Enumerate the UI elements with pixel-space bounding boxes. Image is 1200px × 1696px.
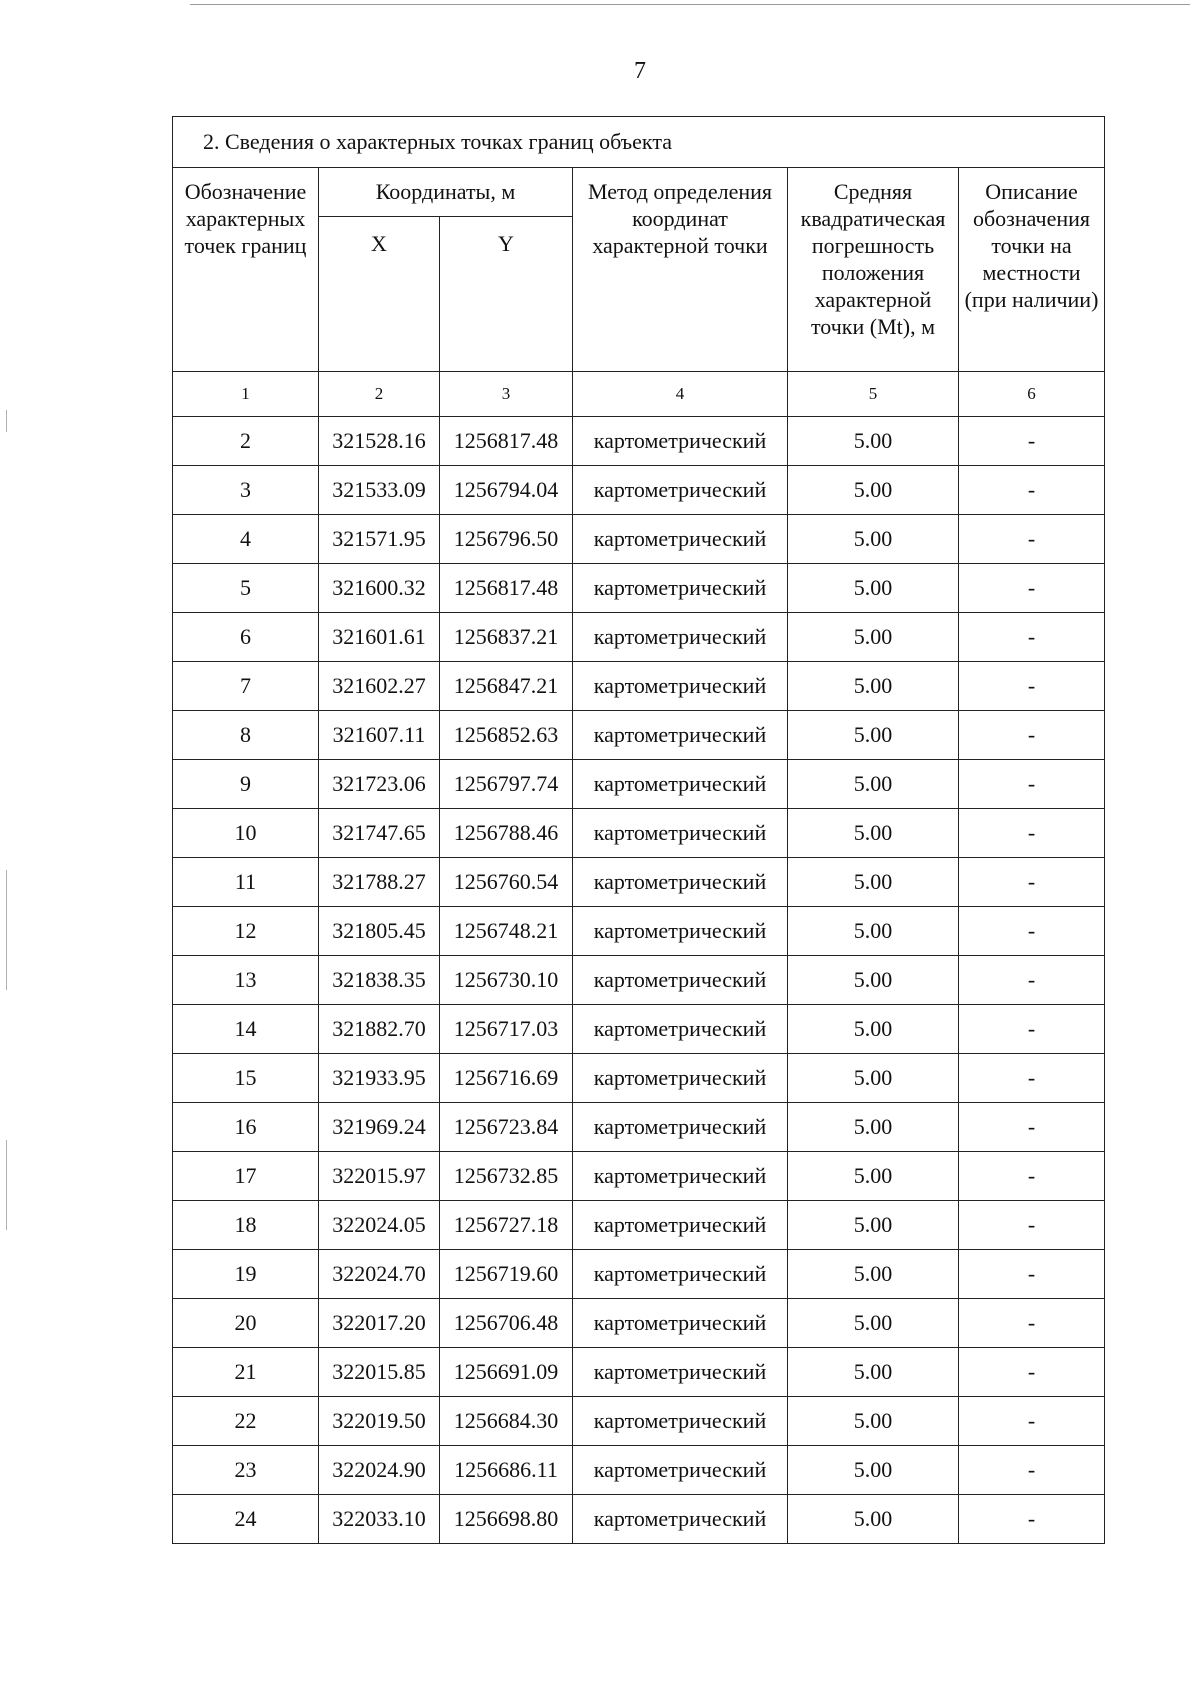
y-coordinate-cell: 1256847.21 bbox=[440, 662, 573, 711]
method-cell: картометрический bbox=[573, 613, 788, 662]
y-coordinate-cell: 1256797.74 bbox=[440, 760, 573, 809]
x-coordinate-cell: 322024.70 bbox=[319, 1250, 440, 1299]
y-coordinate-cell: 1256788.46 bbox=[440, 809, 573, 858]
table-row bbox=[173, 1397, 1105, 1446]
error-cell: 5.00 bbox=[788, 1397, 959, 1446]
y-coordinate-cell: 1256760.54 bbox=[440, 858, 573, 907]
description-cell: - bbox=[959, 417, 1105, 466]
method-cell: картометрический bbox=[573, 515, 788, 564]
error-cell: 5.00 bbox=[788, 1103, 959, 1152]
boundary-points-table bbox=[172, 116, 1105, 1544]
table-row bbox=[173, 1495, 1105, 1544]
table-header-row bbox=[173, 168, 1105, 217]
point-number-cell: 7 bbox=[173, 662, 319, 711]
x-coordinate-cell: 321805.45 bbox=[319, 907, 440, 956]
description-cell: - bbox=[959, 1250, 1105, 1299]
error-cell: 5.00 bbox=[788, 1446, 959, 1495]
x-coordinate-cell: 322033.10 bbox=[319, 1495, 440, 1544]
description-cell: - bbox=[959, 1201, 1105, 1250]
table-row bbox=[173, 1250, 1105, 1299]
error-cell: 5.00 bbox=[788, 1348, 959, 1397]
table-row bbox=[173, 1446, 1105, 1495]
y-coordinate-cell: 1256727.18 bbox=[440, 1201, 573, 1250]
table-row bbox=[173, 613, 1105, 662]
description-cell: - bbox=[959, 1005, 1105, 1054]
description-cell: - bbox=[959, 711, 1105, 760]
y-coordinate-cell: 1256794.04 bbox=[440, 466, 573, 515]
y-coordinate-cell: 1256717.03 bbox=[440, 1005, 573, 1054]
x-coordinate-cell: 322015.97 bbox=[319, 1152, 440, 1201]
error-cell: 5.00 bbox=[788, 858, 959, 907]
column-number: 2 bbox=[319, 372, 440, 417]
description-cell: - bbox=[959, 1054, 1105, 1103]
point-number-cell: 20 bbox=[173, 1299, 319, 1348]
page-number: 7 bbox=[634, 58, 646, 84]
table-row bbox=[173, 1103, 1105, 1152]
description-cell: - bbox=[959, 1103, 1105, 1152]
description-cell: - bbox=[959, 1299, 1105, 1348]
scan-edge-mark bbox=[6, 870, 7, 990]
table-row bbox=[173, 1054, 1105, 1103]
y-coordinate-cell: 1256691.09 bbox=[440, 1348, 573, 1397]
point-number-cell: 23 bbox=[173, 1446, 319, 1495]
error-cell: 5.00 bbox=[788, 466, 959, 515]
description-cell: - bbox=[959, 564, 1105, 613]
point-number-cell: 2 bbox=[173, 417, 319, 466]
point-number-cell: 8 bbox=[173, 711, 319, 760]
method-cell: картометрический bbox=[573, 1495, 788, 1544]
method-cell: картометрический bbox=[573, 1152, 788, 1201]
description-cell: - bbox=[959, 858, 1105, 907]
table-row bbox=[173, 564, 1105, 613]
table-caption-row bbox=[173, 117, 1105, 168]
table-row bbox=[173, 662, 1105, 711]
section-title: 2. Сведения о характерных точках границ объекта bbox=[173, 117, 1105, 168]
x-coordinate-cell: 321838.35 bbox=[319, 956, 440, 1005]
method-cell: картометрический bbox=[573, 1348, 788, 1397]
table-row bbox=[173, 711, 1105, 760]
table-row bbox=[173, 1299, 1105, 1348]
table-row bbox=[173, 466, 1105, 515]
method-cell: картометрический bbox=[573, 662, 788, 711]
point-number-cell: 18 bbox=[173, 1201, 319, 1250]
error-cell: 5.00 bbox=[788, 1250, 959, 1299]
x-coordinate-cell: 322024.90 bbox=[319, 1446, 440, 1495]
x-coordinate-cell: 321528.16 bbox=[319, 417, 440, 466]
method-cell: картометрический bbox=[573, 1446, 788, 1495]
method-cell: картометрический bbox=[573, 1103, 788, 1152]
description-cell: - bbox=[959, 956, 1105, 1005]
header-description: Описание обозначения точки на местности (при наличии) bbox=[959, 168, 1105, 372]
y-coordinate-cell: 1256706.48 bbox=[440, 1299, 573, 1348]
table-row bbox=[173, 417, 1105, 466]
table-row bbox=[173, 1005, 1105, 1054]
table-row bbox=[173, 907, 1105, 956]
table-row bbox=[173, 809, 1105, 858]
description-cell: - bbox=[959, 662, 1105, 711]
description-cell: - bbox=[959, 1495, 1105, 1544]
x-coordinate-cell: 321788.27 bbox=[319, 858, 440, 907]
header-y: Y bbox=[440, 217, 573, 372]
point-number-cell: 16 bbox=[173, 1103, 319, 1152]
description-cell: - bbox=[959, 515, 1105, 564]
error-cell: 5.00 bbox=[788, 1005, 959, 1054]
header-designation: Обозначение характерных точек границ bbox=[173, 168, 319, 372]
scan-edge-mark bbox=[6, 410, 7, 432]
y-coordinate-cell: 1256684.30 bbox=[440, 1397, 573, 1446]
error-cell: 5.00 bbox=[788, 1299, 959, 1348]
method-cell: картометрический bbox=[573, 1005, 788, 1054]
x-coordinate-cell: 321747.65 bbox=[319, 809, 440, 858]
point-number-cell: 5 bbox=[173, 564, 319, 613]
description-cell: - bbox=[959, 760, 1105, 809]
point-number-cell: 24 bbox=[173, 1495, 319, 1544]
column-number: 5 bbox=[788, 372, 959, 417]
point-number-cell: 4 bbox=[173, 515, 319, 564]
column-number: 3 bbox=[440, 372, 573, 417]
method-cell: картометрический bbox=[573, 1250, 788, 1299]
header-error: Средняя квадратическая погрешность положения характерной точки (Mt), м bbox=[788, 168, 959, 372]
error-cell: 5.00 bbox=[788, 662, 959, 711]
description-cell: - bbox=[959, 809, 1105, 858]
y-coordinate-cell: 1256716.69 bbox=[440, 1054, 573, 1103]
column-number: 4 bbox=[573, 372, 788, 417]
column-number-row bbox=[173, 372, 1105, 417]
table-row bbox=[173, 1152, 1105, 1201]
y-coordinate-cell: 1256732.85 bbox=[440, 1152, 573, 1201]
y-coordinate-cell: 1256698.80 bbox=[440, 1495, 573, 1544]
x-coordinate-cell: 321533.09 bbox=[319, 466, 440, 515]
table-row bbox=[173, 1348, 1105, 1397]
method-cell: картометрический bbox=[573, 956, 788, 1005]
method-cell: картометрический bbox=[573, 1054, 788, 1103]
point-number-cell: 14 bbox=[173, 1005, 319, 1054]
y-coordinate-cell: 1256719.60 bbox=[440, 1250, 573, 1299]
header-method: Метод определения координат характерной точки bbox=[573, 168, 788, 372]
error-cell: 5.00 bbox=[788, 1054, 959, 1103]
error-cell: 5.00 bbox=[788, 907, 959, 956]
point-number-cell: 15 bbox=[173, 1054, 319, 1103]
error-cell: 5.00 bbox=[788, 417, 959, 466]
method-cell: картометрический bbox=[573, 466, 788, 515]
table-row bbox=[173, 956, 1105, 1005]
x-coordinate-cell: 321882.70 bbox=[319, 1005, 440, 1054]
point-number-cell: 11 bbox=[173, 858, 319, 907]
point-number-cell: 12 bbox=[173, 907, 319, 956]
header-coordinates: Координаты, м bbox=[319, 168, 573, 217]
y-coordinate-cell: 1256852.63 bbox=[440, 711, 573, 760]
description-cell: - bbox=[959, 1348, 1105, 1397]
table-row bbox=[173, 1201, 1105, 1250]
error-cell: 5.00 bbox=[788, 613, 959, 662]
method-cell: картометрический bbox=[573, 858, 788, 907]
method-cell: картометрический bbox=[573, 1201, 788, 1250]
x-coordinate-cell: 321601.61 bbox=[319, 613, 440, 662]
column-number: 1 bbox=[173, 372, 319, 417]
error-cell: 5.00 bbox=[788, 809, 959, 858]
point-number-cell: 19 bbox=[173, 1250, 319, 1299]
x-coordinate-cell: 321600.32 bbox=[319, 564, 440, 613]
description-cell: - bbox=[959, 1397, 1105, 1446]
error-cell: 5.00 bbox=[788, 1495, 959, 1544]
x-coordinate-cell: 321933.95 bbox=[319, 1054, 440, 1103]
x-coordinate-cell: 322024.05 bbox=[319, 1201, 440, 1250]
y-coordinate-cell: 1256748.21 bbox=[440, 907, 573, 956]
point-number-cell: 3 bbox=[173, 466, 319, 515]
method-cell: картометрический bbox=[573, 760, 788, 809]
y-coordinate-cell: 1256686.11 bbox=[440, 1446, 573, 1495]
method-cell: картометрический bbox=[573, 907, 788, 956]
scan-edge-mark bbox=[6, 1140, 7, 1230]
table-body bbox=[173, 417, 1105, 1544]
y-coordinate-cell: 1256817.48 bbox=[440, 417, 573, 466]
y-coordinate-cell: 1256796.50 bbox=[440, 515, 573, 564]
method-cell: картометрический bbox=[573, 1397, 788, 1446]
x-coordinate-cell: 321607.11 bbox=[319, 711, 440, 760]
x-coordinate-cell: 321969.24 bbox=[319, 1103, 440, 1152]
x-coordinate-cell: 321571.95 bbox=[319, 515, 440, 564]
error-cell: 5.00 bbox=[788, 515, 959, 564]
method-cell: картометрический bbox=[573, 417, 788, 466]
y-coordinate-cell: 1256723.84 bbox=[440, 1103, 573, 1152]
method-cell: картометрический bbox=[573, 711, 788, 760]
error-cell: 5.00 bbox=[788, 956, 959, 1005]
point-number-cell: 13 bbox=[173, 956, 319, 1005]
error-cell: 5.00 bbox=[788, 1152, 959, 1201]
scan-edge-line bbox=[190, 4, 1190, 5]
x-coordinate-cell: 321723.06 bbox=[319, 760, 440, 809]
point-number-cell: 10 bbox=[173, 809, 319, 858]
error-cell: 5.00 bbox=[788, 1201, 959, 1250]
description-cell: - bbox=[959, 907, 1105, 956]
error-cell: 5.00 bbox=[788, 760, 959, 809]
x-coordinate-cell: 322019.50 bbox=[319, 1397, 440, 1446]
point-number-cell: 21 bbox=[173, 1348, 319, 1397]
method-cell: картометрический bbox=[573, 564, 788, 613]
method-cell: картометрический bbox=[573, 809, 788, 858]
point-number-cell: 6 bbox=[173, 613, 319, 662]
table-row bbox=[173, 858, 1105, 907]
description-cell: - bbox=[959, 613, 1105, 662]
column-number: 6 bbox=[959, 372, 1105, 417]
y-coordinate-cell: 1256730.10 bbox=[440, 956, 573, 1005]
table-row bbox=[173, 515, 1105, 564]
header-x: X bbox=[319, 217, 440, 372]
description-cell: - bbox=[959, 466, 1105, 515]
description-cell: - bbox=[959, 1446, 1105, 1495]
x-coordinate-cell: 322015.85 bbox=[319, 1348, 440, 1397]
method-cell: картометрический bbox=[573, 1299, 788, 1348]
y-coordinate-cell: 1256817.48 bbox=[440, 564, 573, 613]
error-cell: 5.00 bbox=[788, 564, 959, 613]
error-cell: 5.00 bbox=[788, 711, 959, 760]
point-number-cell: 9 bbox=[173, 760, 319, 809]
x-coordinate-cell: 321602.27 bbox=[319, 662, 440, 711]
point-number-cell: 22 bbox=[173, 1397, 319, 1446]
description-cell: - bbox=[959, 1152, 1105, 1201]
point-number-cell: 17 bbox=[173, 1152, 319, 1201]
y-coordinate-cell: 1256837.21 bbox=[440, 613, 573, 662]
x-coordinate-cell: 322017.20 bbox=[319, 1299, 440, 1348]
table-row bbox=[173, 760, 1105, 809]
